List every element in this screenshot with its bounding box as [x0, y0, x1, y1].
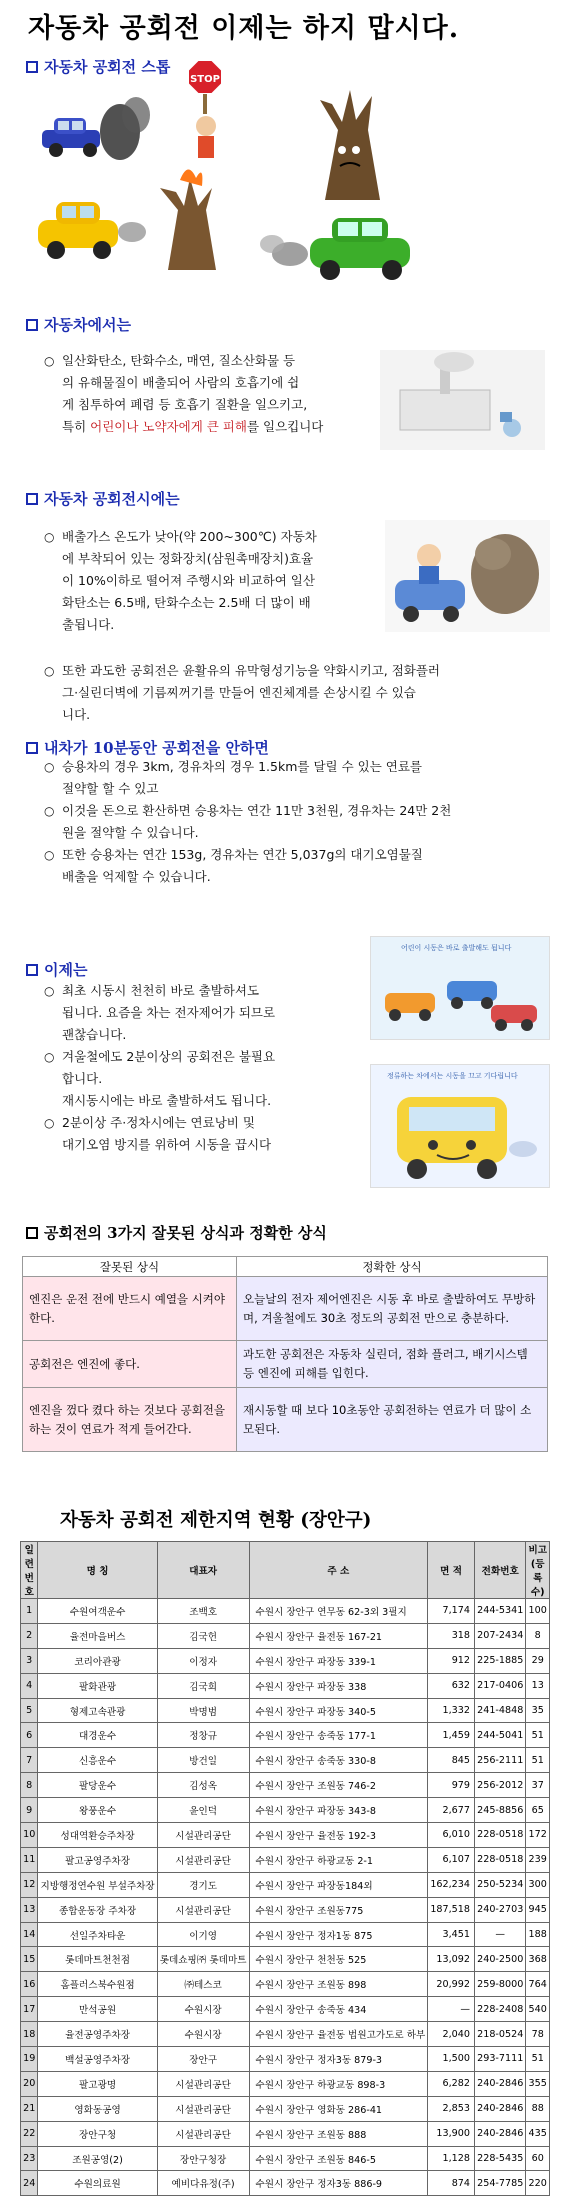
car-paragraph	[44, 350, 362, 438]
table-cell: 박명범	[157, 1698, 249, 1723]
tenmin-list	[44, 756, 542, 888]
table-cell: 1,500	[428, 2047, 475, 2072]
table-cell: 수원시 장안구 조원동 746-2	[249, 1773, 428, 1798]
table-cell: 13,092	[428, 1947, 475, 1972]
table-cell: —	[475, 1922, 526, 1947]
table-row	[21, 1872, 550, 1897]
table-cell: 수원시 장안구 파장동 343-8	[249, 1798, 428, 1823]
table-cell: 8	[21, 1773, 38, 1798]
factory-smoke-illustration	[380, 350, 545, 450]
table-cell: 254-7785	[475, 2171, 526, 2196]
table-cell: 60	[526, 2146, 550, 2171]
table-cell: 912	[428, 1648, 475, 1673]
text-line: 화탄소는 6.5배, 탄화수소는 2.5배 더 많이 배	[62, 595, 311, 610]
idle-paragraph-1	[44, 526, 362, 636]
right-cell: 과도한 공회전은 자동차 실린더, 점화 플러그, 배기시스템 등 엔진에 피해를 입힌다.	[237, 1341, 548, 1388]
table-cell: 대경운수	[38, 1723, 157, 1748]
table-cell: 수원시장	[157, 1997, 249, 2022]
table-cell: 240-2500	[475, 1947, 526, 1972]
column-header: 면 적	[428, 1542, 475, 1599]
table-cell: 435	[526, 2121, 550, 2146]
table-cell: 9	[21, 1798, 38, 1823]
table-cell: 형제고속관광	[38, 1698, 157, 1723]
lot-table-title: 자동차 공회전 제한지역 현황 (장안구)	[60, 1510, 372, 1531]
cars-jam-illustration	[370, 936, 550, 1040]
table-cell: 228-5435	[475, 2146, 526, 2171]
list-item: ○ 승용차의 경우 3km, 경유차의 경우 1.5km를 달릴 수 있는 연료를 절약할 할 수 있고	[62, 756, 542, 800]
table-cell: 240-2846	[475, 2121, 526, 2146]
table-cell: 김성옥	[157, 1773, 249, 1798]
table-header-row	[21, 1542, 550, 1599]
wrong-cell: 엔진을 껐다 켰다 하는 것보다 공회전을 하는 것이 연료가 적게 들어간다.	[23, 1388, 237, 1452]
table-cell: 13,900	[428, 2121, 475, 2146]
list-item: ○ 겨울철에도 2분이상의 공회전은 불필요 합니다. 재시동시에는 바로 출발하셔도 됩니다.	[62, 1046, 362, 1112]
table-cell: 6,282	[428, 2071, 475, 2096]
table-cell: 250-5234	[475, 1872, 526, 1897]
text-line: 그·실린더벽에 기름찌꺼기를 만들어 엔진체계를 손상시킬 수 있습	[62, 685, 416, 700]
table-cell: 2,677	[428, 1798, 475, 1823]
table-cell: 20,992	[428, 1972, 475, 1997]
table-cell: 228-0518	[475, 1823, 526, 1848]
table-cell: 팔화관광	[38, 1673, 157, 1698]
table-cell: 51	[526, 1723, 550, 1748]
table-cell: 김국헌	[157, 1623, 249, 1648]
table-cell: 수원시 장안구 영화동 286-41	[249, 2096, 428, 2121]
text-line: 배출가스 온도가 낮아(약 200~300℃) 자동차	[62, 529, 317, 544]
table-cell: 수원시 장안구 하광교동 898-3	[249, 2071, 428, 2096]
table-row	[21, 1698, 550, 1723]
section-label: 자동차에서는	[44, 316, 131, 334]
table-cell: 244-5041	[475, 1723, 526, 1748]
table-cell: 368	[526, 1947, 550, 1972]
table-cell: 14	[21, 1922, 38, 1947]
now-list	[44, 980, 362, 1156]
text-line: 의 유해물질이 배출되어 사람의 호흡기에 쉽	[62, 375, 300, 390]
bullet-icon: ○	[44, 664, 55, 678]
table-cell: 롯데마트천천점	[38, 1947, 157, 1972]
table-cell: 12	[21, 1872, 38, 1897]
table-cell: 764	[526, 1972, 550, 1997]
section-heading-idle	[26, 488, 180, 509]
text-line: 이 10%이하로 떨어져 주행시와 비교하여 일산	[62, 573, 315, 588]
bullet-icon: ○	[44, 760, 55, 774]
bullet-icon: ○	[44, 530, 55, 544]
table-cell: 100	[526, 1599, 550, 1624]
table-cell: 10	[21, 1823, 38, 1848]
table-cell: 이기영	[157, 1922, 249, 1947]
table-header-row	[23, 1257, 548, 1277]
bullet-icon: ○	[44, 1050, 55, 1064]
table-cell: 장안구	[157, 2047, 249, 2072]
wrong-cell: 엔진은 운전 전에 반드시 예열을 시켜야 한다.	[23, 1277, 237, 1341]
table-cell: 187,518	[428, 1897, 475, 1922]
column-header: 대표자	[157, 1542, 249, 1599]
table-cell: 1,332	[428, 1698, 475, 1723]
table-cell: 수원시 장안구 조원동 888	[249, 2121, 428, 2146]
table-cell: 율전공영주차장	[38, 2022, 157, 2047]
table-cell: 시설관리공단	[157, 2096, 249, 2121]
table-cell: 37	[526, 1773, 550, 1798]
wrong-cell: 공회전은 엔진에 좋다.	[23, 1341, 237, 1388]
idle-paragraph-2	[44, 660, 542, 726]
bullet-icon: ○	[44, 984, 55, 998]
page-title: 자동차 공회전 이제는 하지 맙시다.	[28, 13, 460, 44]
table-cell: 17	[21, 1997, 38, 2022]
table-cell: 19	[21, 2047, 38, 2072]
section-label: 자동차 공회전 스톱	[44, 58, 171, 76]
table-cell: 김국희	[157, 1673, 249, 1698]
table-cell: 220	[526, 2171, 550, 2196]
text-line: 게 침투하여 폐렴 등 호흡기 질환을 일으키고,	[62, 397, 308, 412]
table-cell: 팔고공영주차장	[38, 1847, 157, 1872]
table-cell: 3	[21, 1648, 38, 1673]
column-header: 전화번호	[475, 1542, 526, 1599]
table-cell: 21	[21, 2096, 38, 2121]
table-cell: 선일주차타운	[38, 1922, 157, 1947]
table-cell: 632	[428, 1673, 475, 1698]
section-heading-compare	[26, 1222, 327, 1243]
table-cell: 영화동공영	[38, 2096, 157, 2121]
table-cell: 1,459	[428, 1723, 475, 1748]
table-row	[21, 2171, 550, 2196]
table-cell: 240-2846	[475, 2096, 526, 2121]
table-cell: 수원시 장안구 정자1동 875	[249, 1922, 428, 1947]
table-row	[21, 2146, 550, 2171]
table-cell: 228-2408	[475, 1997, 526, 2022]
table-cell: 수원시 장안구 천천동 525	[249, 1947, 428, 1972]
list-item: ○ 또한 승용차는 연간 153g, 경유차는 연간 5,037g의 대기오염물질 배출을 억제할 수 있습니다.	[62, 844, 542, 888]
table-cell: 51	[526, 1748, 550, 1773]
table-cell: 24	[21, 2171, 38, 2196]
table-cell: 6,107	[428, 1847, 475, 1872]
text-line: 출됩니다.	[62, 617, 115, 632]
table-cell: 874	[428, 2171, 475, 2196]
table-cell: 시설관리공단	[157, 1823, 249, 1848]
table-cell: 수원시 장안구 하광교동 2-1	[249, 1847, 428, 1872]
table-cell: 예비다유정(주)	[157, 2171, 249, 2196]
list-item: ○ 이것을 돈으로 환산하면 승용차는 연간 11만 3천원, 경유차는 24만 2천 원을 절약할 수 있습니다.	[62, 800, 542, 844]
table-row	[21, 1723, 550, 1748]
section-heading-tenmin	[26, 737, 269, 758]
table-cell: 시설관리공단	[157, 1847, 249, 1872]
yellow-car-icon	[38, 202, 146, 259]
table-cell: 시설관리공단	[157, 2071, 249, 2096]
table-cell: 172	[526, 1823, 550, 1848]
column-header-wrong: 잘못된 상식	[23, 1257, 237, 1277]
table-cell: 188	[526, 1922, 550, 1947]
table-row	[21, 2121, 550, 2146]
table-cell: 방건일	[157, 1748, 249, 1773]
svg-text:STOP: STOP	[190, 74, 220, 85]
table-row	[21, 1922, 550, 1947]
table-cell: 88	[526, 2096, 550, 2121]
table-cell: 코리아관광	[38, 1648, 157, 1673]
table-row	[21, 1823, 550, 1848]
myth-fact-table	[22, 1256, 548, 1452]
table-cell: 23	[21, 2146, 38, 2171]
table-cell: 장안구청장	[157, 2146, 249, 2171]
column-header: 주 소	[249, 1542, 428, 1599]
section-label: 내차가 10분동안 공회전을 안하면	[44, 739, 269, 757]
table-cell: 롯데쇼핑㈜ 롯데마트	[157, 1947, 249, 1972]
table-cell: 수원시 장안구 조원동775	[249, 1897, 428, 1922]
table-cell: 정창규	[157, 1723, 249, 1748]
table-row	[21, 2071, 550, 2096]
table-cell: 16	[21, 1972, 38, 1997]
table-cell: 256-2012	[475, 1773, 526, 1798]
table-cell: 13	[526, 1673, 550, 1698]
text-line: 니다.	[62, 707, 91, 722]
section-label: 이제는	[44, 961, 88, 979]
table-cell: 845	[428, 1748, 475, 1773]
table-cell: 수원시 장안구 파장동 339-1	[249, 1648, 428, 1673]
table-cell: 조원공영(2)	[38, 2146, 157, 2171]
table-cell: 백설공영주차장	[38, 2047, 157, 2072]
table-cell: 수원시 장안구 파장동184외	[249, 1872, 428, 1897]
table-cell: 시설관리공단	[157, 1897, 249, 1922]
table-cell: 51	[526, 2047, 550, 2072]
column-header: 명 칭	[38, 1542, 157, 1599]
exhaust-cartoon-illustration	[385, 520, 550, 632]
table-cell: 20	[21, 2071, 38, 2096]
table-cell: 4	[21, 1673, 38, 1698]
bullet-icon: ○	[44, 804, 55, 818]
list-item: ○ 2분이상 주·정차시에는 연료낭비 및 대기오염 방지를 위하여 시동을 끕시다	[62, 1112, 362, 1156]
text-line: 에 부착되어 있는 정화장치(삼원촉매장치)효율	[62, 551, 314, 566]
table-cell: 228-0518	[475, 1847, 526, 1872]
table-cell: 수원의료원	[38, 2171, 157, 2196]
table-cell: 수원시 장안구 정자3동 886-9	[249, 2171, 428, 2196]
table-cell: 5	[21, 1698, 38, 1723]
table-cell: 979	[428, 1773, 475, 1798]
table-row	[21, 2047, 550, 2072]
burning-tree-icon	[160, 169, 216, 270]
illustration-caption: 정류하는 차에서는 시동을 끄고 기다립니다	[387, 1072, 518, 1080]
table-cell: 수원시 장안구 조원동 846-5	[249, 2146, 428, 2171]
column-header: 일련번호	[21, 1542, 38, 1599]
stop-illustration	[20, 60, 550, 310]
table-cell: 수원시 장안구 연무동 62-3외 3필지	[249, 1599, 428, 1624]
table-cell: 7	[21, 1748, 38, 1773]
bus-illustration	[370, 1064, 550, 1188]
table-row	[21, 1648, 550, 1673]
table-cell: ㈜테스코	[157, 1972, 249, 1997]
idle-restriction-table	[20, 1541, 550, 2196]
table-cell: 11	[21, 1847, 38, 1872]
table-cell: 256-2111	[475, 1748, 526, 1773]
table-cell: 윤인덕	[157, 1798, 249, 1823]
table-cell: 318	[428, 1623, 475, 1648]
text-line: 또한 과도한 공회전은 윤활유의 유막형성기능을 약화시키고, 점화플러	[62, 663, 440, 678]
bullet-icon: ○	[44, 1116, 55, 1130]
table-cell: 355	[526, 2071, 550, 2096]
blue-car-icon	[42, 97, 150, 160]
table-cell: 수원여객운수	[38, 1599, 157, 1624]
bullet-icon: ○	[44, 848, 55, 862]
list-item: ○ 최초 시동시 천천히 바로 출발하셔도 됩니다. 요즘을 차는 전자제어가 되므로 괜찮습니다.	[62, 980, 362, 1046]
stop-sign-icon	[188, 60, 222, 158]
table-cell: 왕풍운수	[38, 1798, 157, 1823]
table-row	[21, 1599, 550, 1624]
table-row	[21, 1847, 550, 1872]
table-row	[23, 1341, 548, 1388]
table-cell: 6	[21, 1723, 38, 1748]
table-cell: 수원시 장안구 율전동 192-3	[249, 1823, 428, 1848]
table-cell: 수원시 장안구 파장동 338	[249, 1673, 428, 1698]
table-cell: 29	[526, 1648, 550, 1673]
section-heading-car	[26, 314, 131, 335]
illustration-caption: 어린이 시동은 바로 출발해도 됩니다	[401, 944, 512, 952]
table-cell: 8	[526, 1623, 550, 1648]
table-row	[23, 1277, 548, 1341]
bullet-icon: ○	[44, 354, 55, 368]
table-row	[21, 2096, 550, 2121]
table-cell: 2,853	[428, 2096, 475, 2121]
table-row	[21, 1997, 550, 2022]
table-row	[21, 1972, 550, 1997]
table-cell: 지방행정연수원 부설주차장	[38, 1872, 157, 1897]
column-header: 비고(등록수)	[526, 1542, 550, 1599]
column-header-right: 정확한 상식	[237, 1257, 548, 1277]
table-row	[21, 1673, 550, 1698]
table-row	[21, 1897, 550, 1922]
table-cell: 종합운동장 주차장	[38, 1897, 157, 1922]
table-row	[21, 1748, 550, 1773]
table-cell: 78	[526, 2022, 550, 2047]
table-cell: 수원시 장안구 파장동 340-5	[249, 1698, 428, 1723]
table-cell: 218-0524	[475, 2022, 526, 2047]
table-cell: 240-2846	[475, 2071, 526, 2096]
section-label: 공회전의 3가지 잘못된 상식과 정확한 상식	[44, 1224, 327, 1242]
table-cell: 15	[21, 1947, 38, 1972]
table-cell: 2	[21, 1623, 38, 1648]
table-cell: 수원시 장안구 정자3동 879-3	[249, 2047, 428, 2072]
table-cell: —	[428, 1997, 475, 2022]
table-cell: 팔당운수	[38, 1773, 157, 1798]
table-cell: 수원시 장안구 송죽동 434	[249, 1997, 428, 2022]
table-row	[21, 1623, 550, 1648]
table-cell: 팔고광명	[38, 2071, 157, 2096]
right-cell: 재시동할 때 보다 10초동안 공회전하는 연료가 더 많이 소모된다.	[237, 1388, 548, 1452]
table-cell: 3,451	[428, 1922, 475, 1947]
table-cell: 300	[526, 1872, 550, 1897]
right-cell: 오늘날의 전자 제어엔진은 시동 후 바로 출발하여도 무방하며, 겨울철에도 30초 정도의 공회전 만으로 충분하다.	[237, 1277, 548, 1341]
table-cell: 수원시 장안구 송죽동 330-8	[249, 1748, 428, 1773]
section-label: 자동차 공회전시에는	[44, 490, 180, 508]
table-cell: 293-7111	[475, 2047, 526, 2072]
table-cell: 신흥운수	[38, 1748, 157, 1773]
text-line: 일산화탄소, 탄화수소, 매연, 질소산화물 등	[62, 353, 296, 368]
table-cell: 시설관리공단	[157, 2121, 249, 2146]
table-cell: 225-1885	[475, 1648, 526, 1673]
table-cell: 240-2703	[475, 1897, 526, 1922]
table-cell: 홈플러스북수원점	[38, 1972, 157, 1997]
table-cell: 수원시 장안구 율전동 167-21	[249, 1623, 428, 1648]
table-cell: 수원시 장안구 송죽동 177-1	[249, 1723, 428, 1748]
table-cell: 207-2434	[475, 1623, 526, 1648]
highlight-text: 어린이나 노약자에게 큰 피해	[90, 419, 247, 434]
table-cell: 6,010	[428, 1823, 475, 1848]
table-cell: 1,128	[428, 2146, 475, 2171]
table-cell: 2,040	[428, 2022, 475, 2047]
dead-tree-icon	[320, 90, 380, 200]
table-cell: 수원시장	[157, 2022, 249, 2047]
table-cell: 35	[526, 1698, 550, 1723]
table-row	[21, 1773, 550, 1798]
table-cell: 18	[21, 2022, 38, 2047]
table-row	[21, 1798, 550, 1823]
text-line: 특히 어린이나 노약자에게 큰 피해를 일으킵니다	[62, 419, 324, 434]
table-cell: 경기도	[157, 1872, 249, 1897]
table-cell: 22	[21, 2121, 38, 2146]
table-row	[21, 2022, 550, 2047]
table-cell: 241-4848	[475, 1698, 526, 1723]
table-cell: 239	[526, 1847, 550, 1872]
table-cell: 217-0406	[475, 1673, 526, 1698]
table-cell: 259-8000	[475, 1972, 526, 1997]
table-cell: 율전마을버스	[38, 1623, 157, 1648]
table-cell: 이정자	[157, 1648, 249, 1673]
table-cell: 수원시 장안구 조원동 898	[249, 1972, 428, 1997]
table-cell: 945	[526, 1897, 550, 1922]
table-row	[21, 1947, 550, 1972]
table-cell: 만석공원	[38, 1997, 157, 2022]
table-cell: 162,234	[428, 1872, 475, 1897]
table-row	[23, 1388, 548, 1452]
table-cell: 244-5341	[475, 1599, 526, 1624]
table-cell: 조백호	[157, 1599, 249, 1624]
table-cell: 7,174	[428, 1599, 475, 1624]
table-cell: 수원시 장안구 율전동 법원고가도로 하부	[249, 2022, 428, 2047]
table-cell: 장안구청	[38, 2121, 157, 2146]
section-heading-now	[26, 959, 87, 980]
table-cell: 1	[21, 1599, 38, 1624]
table-cell: 245-8856	[475, 1798, 526, 1823]
table-cell: 13	[21, 1897, 38, 1922]
table-cell: 65	[526, 1798, 550, 1823]
green-car-icon	[260, 218, 410, 280]
table-cell: 540	[526, 1997, 550, 2022]
table-cell: 성대역환승주차장	[38, 1823, 157, 1848]
